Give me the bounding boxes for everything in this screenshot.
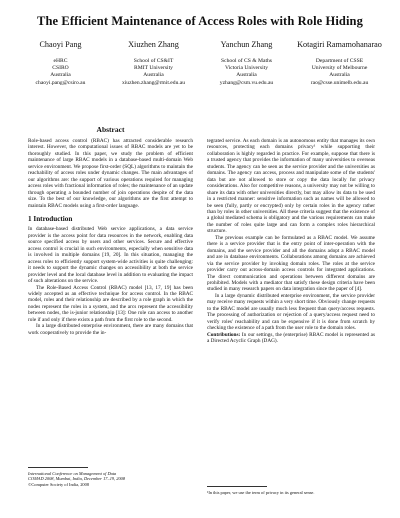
footnote-line: ©Computer Society of India, 2008 (28, 481, 90, 487)
abstract-text: Role-based access control (RBAC) has attracted considerable research interest. However, the computational issues of RBAC models are yet to be thoroughly studied. In this paper, we study the problem of efficient maintenance of large RBAC models in a database-based multi-domain Web service environment. We propose first-order (SQL) algorithms to maintain the reachability of access roles under dynamic changes. The main advantages of our algorithms are: the support of various operations required for managing access roles with fractional information of roles; the maintenance of an update through operating a bounded number of join operations despite of the data size. To the best of our knowledge, our algorithms are the first attempt to maintain RBAC models using a first-order language. (28, 138, 193, 209)
author-affiliation: University of Melbourne (311, 65, 368, 72)
body-paragraph: The previous example can be formulated as a RBAC model. We assume there is a service provider that is the entry point of inter-operation with the domains, and the service provider and all the domains adopt a RBAC model and are in database environments. Collaborations among domains are achieved via the service provider by invoking domain roles. The roles at the service provider carry out across-domain access controls for integrated applications. The direct communication and operations between different domains are prohibited. Models with a mediator that satisfy these design criteria have been studied in many research papers on data integration since the paper of [4]. (207, 234, 375, 293)
author-4 (293, 40, 386, 87)
author-affiliation: School of CS & Maths (221, 58, 272, 64)
contributions-label: Contributions: (207, 331, 241, 338)
author-affiliation: Department of CSSE (315, 58, 364, 64)
author-affiliation: Australia (50, 72, 71, 79)
right-column (207, 138, 375, 345)
author-name: Xiuzhen Zhang (128, 40, 179, 49)
body-paragraph: In a large dynamic distributed enterprise environment, the service provider may receive many requests within a very short time. Obviously change requests to the RBAC model are usually much less frequent than query/access requests. The processing of authorization or rejection of a query/access request need to verify roles' reachability and can be expensive if it is done from scratch by checking the existence of a path from the user role to the domain roles. (207, 292, 375, 332)
author-block (14, 40, 386, 87)
abstract-heading: Abstract (96, 125, 125, 134)
author-affiliation: School of CS&IT (133, 58, 174, 64)
author-affiliation: Australia (329, 72, 350, 79)
section-heading-introduction: 1 Introduction (28, 214, 73, 223)
author-affiliation: Australia (236, 72, 257, 79)
footnote-rule (207, 486, 267, 487)
author-2 (107, 40, 200, 87)
author-email: xiuzhen.zhang@rmit.edu.au (121, 79, 186, 86)
author-name: Kotagiri Ramamohanarao (297, 40, 382, 49)
author-email: rao@csse.unimelb.edu.au (310, 79, 369, 86)
body-paragraph: tegrated service. As each domain is an autonomous entity that manages its own resources, protecting each domains privacy¹ while supporting their collaboration is highly regarded in practice. For example, suppose that there is a trusted agency that provides the information of many universities to overseas students. The agency can be seen as the service provider and the universities as domains. The agency can access, process and manipulate some of the students' data but are not allowed to store or copy the data locally for privacy considerations. Also for competitive reasons, a university may not be willing to share its data with other universities directly, but may allow its data to be used in a restricted manner: sensitive information such as names will be allowed to be seen (fully, partly or encrypted) only by certain roles in the agency rather than by roles in other universities. All these criteria suggest that the existence of a global mediated schema is obligatory and the various requirements can make the number of roles quite large and can form a complex roles hierarchical structure. (207, 138, 375, 235)
author-3 (200, 40, 293, 87)
author-affiliation: CSIRO (52, 65, 69, 72)
author-email: yzhang@csm.vu.edu.au (219, 79, 274, 86)
intro-paragraph: In database-based distributed Web service applications, a data service provider is the access point for data resources in the network, enabling data source specified access by users and other services. Secure and effective access control is crucial in such environments, especially when sensitive data is involved in multiple domains [19, 20]. In this situation, managing the access roles to efficiently support system-wide activities is quite challenging: it needs to support the dynamic changes on accessibility at both the service provider level and the local database level in addition to evaluating the impact of such alterations on the service. (28, 226, 193, 285)
footnote-rule (28, 467, 88, 468)
footnote-line: COMAD 2008, Mumbai, India, December 17–19, 2008 (28, 476, 126, 482)
contributions-text: In our settings, the (enterprise) RBAC model is represented as a Directed Acyclic Graph (DAG). (207, 331, 375, 345)
footnote-line: International Conference on Management of Data (28, 471, 117, 476)
contributions-paragraph (207, 332, 375, 345)
author-name: Yanchun Zhang (220, 40, 273, 49)
privacy-footnote (207, 486, 375, 495)
paper-title: The Efficient Maintenance of Access Roles with Role Hiding (37, 14, 363, 28)
conference-footnote (28, 467, 193, 487)
author-affiliation: Australia (143, 72, 164, 79)
author-affiliation: RMIT University (134, 65, 173, 72)
intro-paragraph: The Role-Based Access Control (RBAC) model [13, 17, 19] has been widely accepted as an effective technique for access control. In the RBAC model, roles and their relationship are described by a role graph in which the nodes represent the roles in a system, and the arcs represent the accessibility between nodes, the is-junior relationship [13]: One role can access to another role if and only if there exists a path from the first role to the second. (28, 284, 193, 323)
left-column (28, 138, 193, 336)
author-affiliation: eHRC (53, 58, 68, 64)
author-email: chaoyi.pang@csiro.au (35, 79, 86, 86)
author-affiliation: Victoria University (224, 65, 268, 72)
author-1 (14, 40, 107, 87)
footnote-line: ¹In this paper, we use the term of privacy in its general sense. (207, 490, 315, 495)
intro-paragraph: In a large distributed enterprise environment, there are many domains that work cooperatively to provide the in- (28, 323, 193, 336)
author-name: Chaoyi Pang (39, 40, 82, 49)
